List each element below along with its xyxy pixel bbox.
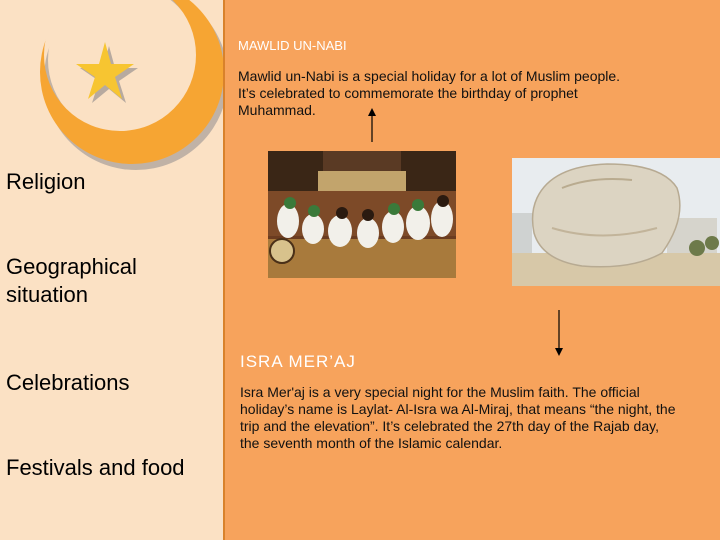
nav-religion[interactable]: Religion <box>6 169 86 194</box>
mawlid-description: Mawlid un-Nabi is a special holiday for a lot of Muslim people. It’s celebrated to commemorate the birthday of prophet Muhammad. <box>238 68 621 118</box>
nav-celebrations[interactable]: Celebrations <box>6 370 130 395</box>
mawlid-celebration-photo <box>268 151 456 278</box>
crescent-icon <box>40 0 223 170</box>
nav-festivals-and-food[interactable]: Festivals and food <box>6 455 185 480</box>
sidebar-divider <box>223 0 225 540</box>
suspended-rock-photo <box>512 158 720 286</box>
isra-title: ISRA MER’AJ <box>240 352 356 371</box>
isra-description: Isra Mer'aj is a very special night for the Muslim faith. The official holiday’s name is Laylat- Al-Isra wa Al-Miraj, that means “the night, the trip and the elevation”. It’s celebrated the 27th day of the Rajab day, the seventh month of the Islamic calendar. <box>240 384 676 451</box>
crescent-star-logo <box>0 0 223 170</box>
arrow-down-icon <box>553 310 565 358</box>
arrow-up-icon <box>366 108 378 142</box>
mawlid-title: MAWLID UN-NABI <box>238 38 347 53</box>
nav-geographical-situation[interactable]: Geographical situation <box>6 254 137 307</box>
